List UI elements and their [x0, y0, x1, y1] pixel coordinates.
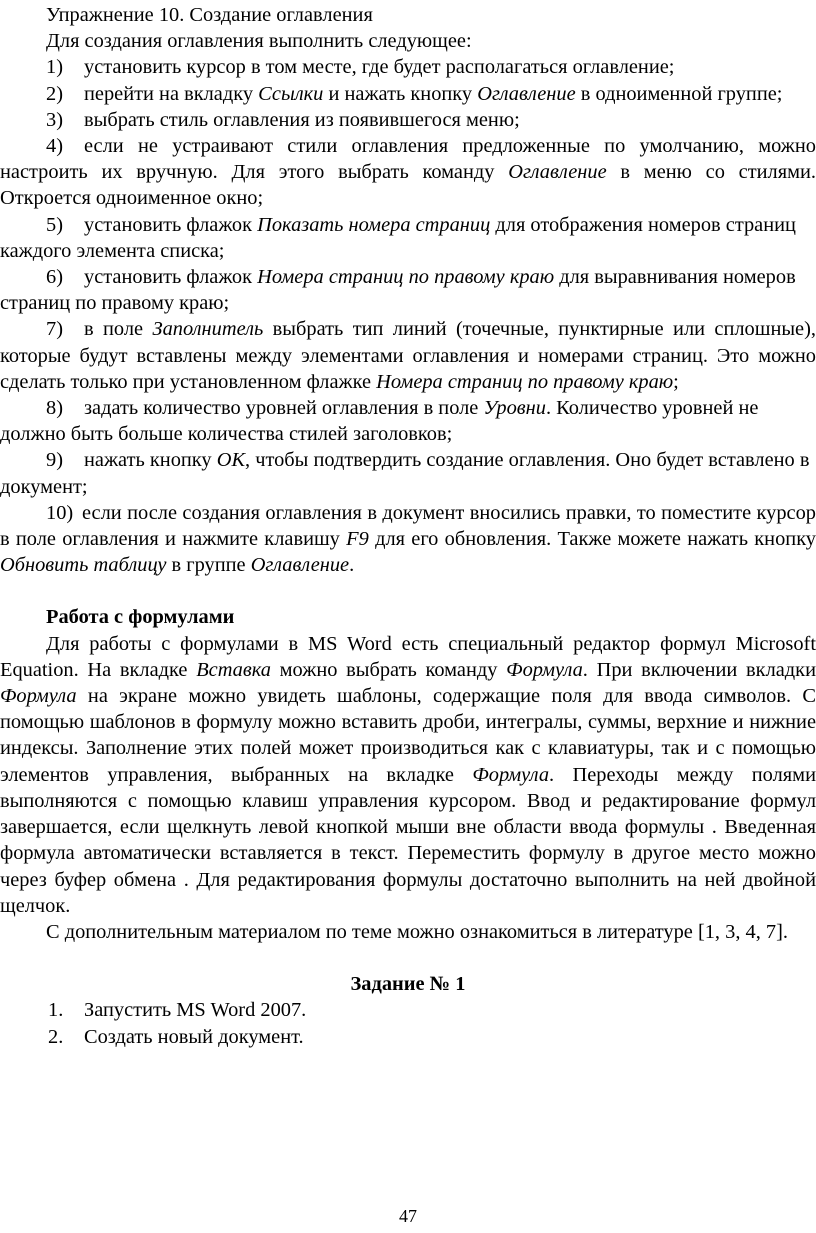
exercise-title: Упражнение 10. Создание оглавления	[46, 4, 373, 26]
list-item: 2) перейти на вкладку Ссылки и нажать кнопку Оглавление в одноименной группе;	[46, 82, 783, 105]
task-heading: Задание № 1	[350, 973, 466, 996]
list-item: 10) если после создания оглавления в документ вносились правки, то поместите курсор в поле оглавления и нажмите клавишу F9 для его обновления. Также можете нажать кнопку Обновить таблицу в группе Оглавление.	[0, 501, 816, 577]
page-number: 47	[399, 1206, 417, 1226]
formulas-paragraph: Для работы с формулами в MS Word есть специальный редактор формул Microsoft Equation. На вкладке Вставка можно выбрать команду Формула. При включении вкладки Формула на экране можно увидеть шаблоны, содержащие поля для ввода символов. С помощью шаблонов в формулу можно вставить дроби, интегралы, суммы, верхние и нижние индексы. Заполнение этих полей может производиться как с клавиатуры, так и с помощью элементов управления, выбранных на вкладке Формула. Переходы между полями выполняются с помощью клавиш управления курсором. Ввод и редактирование формул завершается, если щелкнуть левой кнопкой мыши вне области ввода формулы . Введенная формула автоматически вставляется в текст. Переместить формулу в другое место можно через буфер обмена . Для редактирования формулы достаточно выполнить на ней двойной щелчок.	[0, 632, 816, 917]
list-item: 1. Запустить MS Word 2007.	[48, 999, 307, 1022]
list-item: 7) в поле Заполнитель выбрать тип линий (точечные, пунктирные или сплошные), которые будут вставлены между элементами оглавления и номерами страниц. Это можно сделать только при установленном флажке Номера страниц по правому краю;	[0, 318, 816, 393]
formulas-heading: Работа с формулами	[46, 606, 235, 629]
list-item: 2. Создать новый документ.	[48, 1025, 304, 1048]
list-item: 4) если не устраивают стили оглавления предложенные по умолчанию, можно настроить их вручную. Для этого выбрать команду Оглавление в меню со стилями. Откроется одноименное окно;	[0, 135, 816, 210]
list-item: 5) установить флажок Показать номера страниц для отображения номеров страниц каждого элемента списка;	[0, 213, 796, 262]
list-item: 3) выбрать стиль оглавления из появившегося меню;	[46, 108, 520, 131]
list-item: 8) задать количество уровней оглавления в поле Уровни. Количество уровней не должно быть больше количества стилей заголовков;	[0, 397, 759, 446]
content	[0, 2, 816, 1050]
list-item: 9) нажать кнопку ОК, чтобы подтвердить создание оглавления. Оно будет вставлено в документ;	[0, 449, 810, 498]
intro-text: Для создания оглавления выполнить следующее:	[46, 30, 472, 53]
list-item: 6) установить флажок Номера страниц по правому краю для выравнивания номеров страниц по правому краю;	[0, 266, 796, 315]
list-item: 1) установить курсор в том месте, где будет располагаться оглавление;	[46, 56, 675, 79]
literature-paragraph: С дополнительным материалом по теме можно ознакомиться в литературе [1, 3, 4, 7].	[46, 920, 788, 943]
